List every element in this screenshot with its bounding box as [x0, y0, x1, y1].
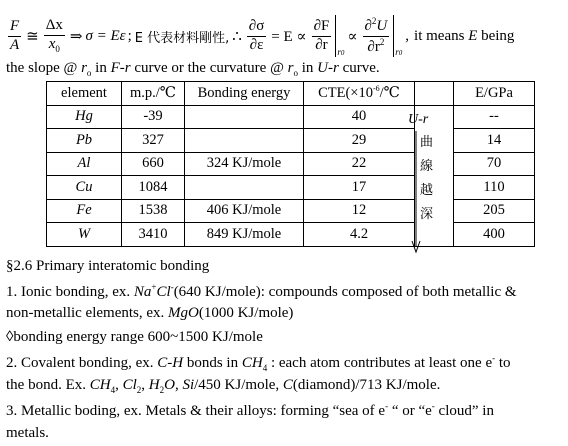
force-over-area [8, 19, 21, 54]
col-melting-point: m.p./℃ [122, 82, 185, 106]
ionic-line-2: non-metallic elements, ex. MgO(1000 KJ/mole) [6, 305, 294, 321]
cell-be: 406 KJ/mole [185, 199, 304, 223]
cell-element: Al [47, 152, 122, 176]
approx-symbol: ≅ [26, 28, 39, 45]
cell-e: 400 [454, 223, 535, 247]
cell-element: Fe [47, 199, 122, 223]
ur-char-xian: 線 [420, 159, 434, 174]
metallic-line-1: 3. Metallic boding, ex. Metals & their alloys: forming “sea of e- “ or “e- cloud” in [6, 401, 494, 419]
eval-bar-2: r0 [393, 15, 402, 57]
ur-label: U-r [408, 112, 429, 127]
cell-be [185, 105, 304, 129]
d2U-dr2: $\frac{\partial^2U}{\partial r^2}$ [364, 15, 388, 55]
formula-F: F [8, 19, 21, 37]
cell-mp: 660 [122, 152, 185, 176]
formula-trail: it means [414, 27, 465, 44]
table-row [47, 152, 535, 176]
cell-be: 324 KJ/mole [185, 152, 304, 176]
cell-mp: 1084 [122, 176, 185, 200]
d-F: ∂F [312, 19, 332, 37]
implies-symbol: ⇒ [69, 28, 83, 45]
cell-element: W [47, 223, 122, 247]
propto-symbol: ∝ [347, 28, 358, 45]
cell-be [185, 176, 304, 200]
table-row [47, 176, 535, 200]
table-header-row [47, 82, 535, 106]
col-bonding-energy: Bonding energy [185, 82, 304, 106]
bonding-energy-range: ◊bonding energy range 600~1500 KJ/mole [6, 329, 263, 345]
covalent-line-1: 2. Covalent bonding, ex. C-H bonds in $CH_4$ : each atom contributes at least one e- to [6, 353, 511, 373]
table-row [47, 129, 535, 153]
cell-mp: 1538 [122, 199, 185, 223]
comma: , [405, 27, 410, 44]
cell-cte: 12 [304, 199, 415, 223]
metallic-line-2: metals. [6, 425, 49, 441]
col-cte: $CTE(\times 10^{-6}/℃$ [304, 82, 415, 106]
strain-fraction [44, 18, 65, 54]
equals-E-propto: = E ∝ [271, 28, 307, 45]
therefore-symbol: ∴ [232, 28, 242, 45]
cell-cte: 40 [304, 105, 415, 129]
formula-trail-var: E [468, 27, 478, 44]
cell-be [185, 129, 304, 153]
delta-x: Δx [44, 18, 65, 36]
table-row [47, 223, 535, 247]
cell-e: 205 [454, 199, 535, 223]
cell-mp: -39 [122, 105, 185, 129]
d-r: ∂r [315, 36, 328, 53]
x0-var: x [48, 35, 56, 52]
dF-dr [312, 19, 332, 54]
d-sigma: ∂σ [247, 19, 267, 37]
cell-e: 110 [454, 176, 535, 200]
ur-char-qu: 曲 [420, 135, 434, 150]
section-heading: §2.6 Primary interatomic bonding [6, 258, 210, 274]
formula-A: A [10, 36, 20, 53]
col-ur [415, 82, 454, 106]
col-element: element [47, 82, 122, 106]
cell-e: 14 [454, 129, 535, 153]
element-properties-table [46, 81, 535, 247]
slope-line: the slope @ $r_o$ in F-r curve or the curvature @ $r_o$ in U-r curve. [6, 60, 380, 78]
cell-mp: 3410 [122, 223, 185, 247]
col-youngs-modulus: E/GPa [454, 82, 535, 106]
cell-cte: 4.2 [304, 223, 415, 247]
eval-bar-1: r0 [335, 15, 344, 57]
cell-cte: 22 [304, 152, 415, 176]
d-epsilon: ∂ε [249, 36, 264, 53]
ur-char-shen: 深 [420, 207, 434, 222]
dsigma-deps [247, 19, 267, 54]
cell-element: Pb [47, 129, 122, 153]
ur-char-yue: 越 [420, 183, 434, 198]
cell-cte: 29 [304, 129, 415, 153]
cell-be: 849 KJ/mole [185, 223, 304, 247]
cell-mp: 327 [122, 129, 185, 153]
chinese-note: E 代表材料剛性, [134, 30, 230, 46]
cell-e: 70 [454, 152, 535, 176]
cell-cte: 17 [304, 176, 415, 200]
hooke-law: σ = Eε [85, 27, 126, 44]
cell-element: Cu [47, 176, 122, 200]
formula-trail2: being [481, 27, 515, 44]
x0-sub: 0 [55, 43, 60, 54]
table-row [47, 105, 535, 129]
cell-element: Hg [47, 105, 122, 129]
ionic-line-1: 1. Ionic bonding, ex. Na+Cl-(640 KJ/mole): compounds composed of both metallic & [6, 282, 517, 300]
ur-annotation [405, 109, 443, 255]
covalent-line-2: the bond. Ex. $CH_4$, $Cl_2$, $H_2O$, Si/450 KJ/mole, C(diamond)/713 KJ/mole. [6, 377, 441, 395]
cell-e: -- [454, 105, 535, 129]
stress-strain-formula [6, 8, 566, 64]
table-row [47, 199, 535, 223]
semicolon: ; [127, 27, 132, 44]
